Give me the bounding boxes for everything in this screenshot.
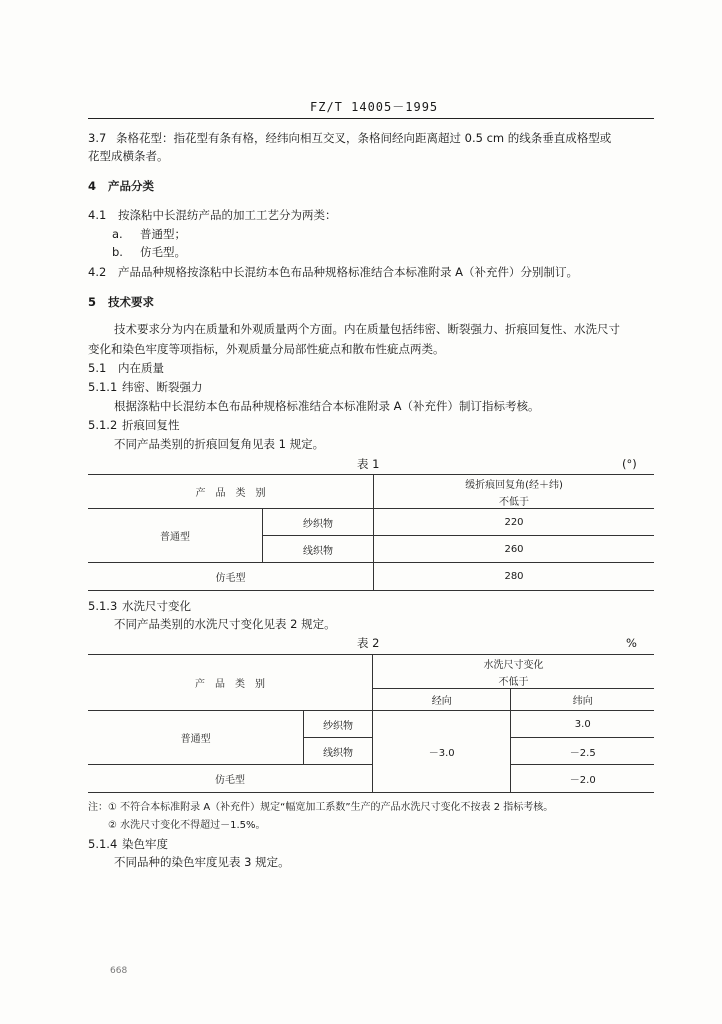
sec-5-1-3-title: 水洗尺寸变化 (122, 599, 191, 613)
standard-code: FZ/T 14005－1995 (310, 100, 439, 114)
sec-4-1-text: 按涤粘中长混纺产品的加工工艺分为两类： (118, 208, 337, 222)
table2 (88, 654, 654, 793)
sec-5-title: 技术要求 (108, 295, 154, 309)
table2-head-value: 水洗尺寸变化 不低于 (372, 655, 654, 689)
table2-col-warp: 经向 (372, 689, 511, 711)
table2-warp-value: －3.0 (372, 711, 511, 793)
table2-last-label: 仿毛型 (88, 765, 372, 793)
table1-last-label: 仿毛型 (88, 563, 374, 591)
note-1: ① 不符合本标准附录 A（补充件）规定“幅宽加工系数”生产的产品水洗尺寸变化不按表 2 指标考核。 (108, 802, 554, 813)
type-b-text: 仿毛型。 (140, 245, 186, 259)
intro-line2: 变化和染色牢度等项指标，外观质量分局部性疵点和散布性疵点两类。 (88, 342, 445, 356)
sec-4-title: 产品分类 (108, 179, 154, 193)
sec-3-7-line1: 条格花型：指花型有条有格，经纬向相互交叉，条格间经向距离超过 0.5 cm 的线条垂直成格型或 (116, 131, 612, 145)
table1-last-value: 280 (374, 563, 655, 591)
table2-weft-value: 3.0 (511, 711, 654, 738)
sec-5-1-4-text: 不同品种的染色牢度见表 3 规定。 (114, 855, 290, 869)
table1-row-label: 线织物 (263, 536, 374, 563)
table2-caption: 表 2 (357, 636, 380, 650)
sec-5-1-3-num: 5.1.3 (88, 599, 118, 613)
table2-head-category: 产 品 类 别 (88, 655, 372, 711)
sec-4-1-num: 4.1 (88, 208, 107, 222)
type-b-mark: b. (112, 245, 123, 259)
sec-5-1-2-text: 不同产品类别的折痕回复角见表 1 规定。 (114, 437, 325, 451)
sec-4-2-num: 4.2 (88, 265, 107, 279)
sec-5-1-num: 5.1 (88, 361, 107, 375)
table1-unit: (°) (622, 457, 637, 471)
table1-row-value: 260 (374, 536, 655, 563)
sec-5-1-1-text: 根据涤粘中长混纺本色布品种规格标准结合本标准附录 A（补充件）制订指标考核。 (114, 399, 540, 413)
sec-5-1-title: 内在质量 (118, 361, 164, 375)
table2-sub-label: 纱织物 (304, 711, 373, 738)
header-rule (88, 118, 654, 119)
sec-5-1-2-title: 折痕回复性 (122, 418, 180, 432)
table2-sub-label: 线织物 (304, 738, 373, 765)
table2-group-label: 普通型 (88, 711, 304, 765)
sec-5-1-2-num: 5.1.2 (88, 418, 118, 432)
sec-4-2-text: 产品品种规格按涤粘中长混纺本色布品种规格标准结合本标准附录 A（补充件）分别制订。 (118, 265, 579, 279)
table1-row-label: 纱织物 (263, 509, 374, 536)
sec-4-num: 4 (88, 179, 97, 193)
type-a-mark: a. (112, 227, 123, 241)
table1-row-value: 220 (374, 509, 655, 536)
sec-5-1-4-title: 染色牢度 (122, 837, 168, 851)
sec-3-7-num: 3.7 (88, 131, 107, 145)
table2-unit: % (626, 636, 637, 650)
table2-weft-value: －2.0 (511, 765, 654, 793)
table1 (88, 474, 654, 591)
sec-5-num: 5 (88, 295, 97, 309)
table1-group-label: 普通型 (88, 509, 263, 563)
table1-head-value: 缓折痕回复角(经＋纬) 不低于 (374, 475, 655, 509)
intro-line1: 技术要求分为内在质量和外观质量两个方面。内在质量包括纬密、断裂强力、折痕回复性、水洗尺寸 (114, 322, 620, 336)
table2-col-weft: 纬向 (511, 689, 654, 711)
table1-head-category: 产 品 类 别 (88, 475, 374, 509)
type-a-text: 普通型； (140, 227, 186, 241)
sec-5-1-4-num: 5.1.4 (88, 837, 118, 851)
table2-weft-value: －2.5 (511, 738, 654, 765)
table1-caption: 表 1 (357, 457, 380, 471)
page-number: 668 (110, 966, 128, 976)
sec-5-1-1-num: 5.1.1 (88, 380, 118, 394)
note-prefix: 注： (88, 802, 108, 813)
sec-5-1-3-text: 不同产品类别的水洗尺寸变化见表 2 规定。 (114, 617, 336, 631)
sec-5-1-1-title: 纬密、断裂强力 (122, 380, 203, 394)
sec-3-7-line2: 花型成横条者。 (88, 149, 169, 163)
note-2: ② 水洗尺寸变化不得超过－1.5%。 (108, 820, 266, 831)
